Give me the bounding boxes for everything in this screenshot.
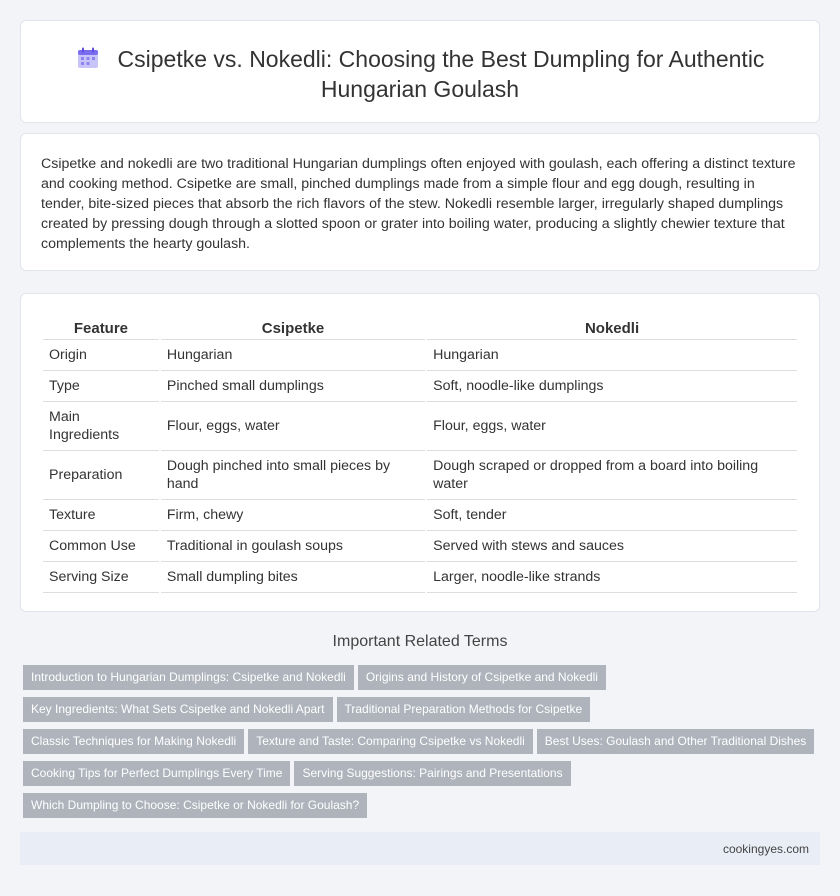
footer	[20, 832, 820, 865]
comparison-table-card	[20, 293, 820, 612]
header-csipetke: Csipetke	[161, 314, 425, 340]
related-term-chip[interactable]: Traditional Preparation Methods for Csipetke	[337, 697, 591, 722]
table-row	[43, 371, 797, 402]
related-term-chip[interactable]: Best Uses: Goulash and Other Traditional Dishes	[537, 729, 814, 754]
related-term-chip[interactable]: Introduction to Hungarian Dumplings: Csipetke and Nokedli	[23, 665, 354, 690]
cell-feature: Common Use	[43, 531, 159, 562]
cell-csipetke: Pinched small dumplings	[161, 371, 425, 402]
table-header-row	[43, 314, 797, 340]
table-row	[43, 451, 797, 500]
related-term-chip[interactable]: Classic Techniques for Making Nokedli	[23, 729, 244, 754]
table-row	[43, 562, 797, 593]
title-card	[20, 20, 820, 123]
footer-site-link[interactable]: cookingyes.com	[722, 842, 809, 856]
cell-nokedli: Served with stews and sauces	[427, 531, 797, 562]
cell-csipetke: Flour, eggs, water	[161, 402, 425, 451]
related-term-chip[interactable]: Serving Suggestions: Pairings and Presentations	[294, 761, 570, 786]
cell-feature: Type	[43, 371, 159, 402]
intro-paragraph: Csipetke and nokedli are two traditional Hungarian dumplings often enjoyed with goulash, each offering a distinct texture and cooking method. Csipetke are small, pinched dumplings made from a simple flour and egg dough, resulting in tender, bite-sized pieces that absorb the rich flavors of the stew. Nokedli resemble larger, irregularly shaped dumplings created by pressing dough through a slotted spoon or grater into boiling water, producing a slightly chewier texture that complements the hearty goulash.	[41, 156, 796, 252]
cell-feature: Origin	[43, 340, 159, 371]
header-feature: Feature	[43, 314, 159, 340]
related-terms-list	[23, 665, 823, 825]
cell-feature: Texture	[43, 500, 159, 531]
cell-feature: Serving Size	[43, 562, 159, 593]
comparison-table	[41, 314, 799, 593]
table-row	[43, 402, 797, 451]
title-line-2: Hungarian Goulash	[320, 76, 520, 102]
cell-feature: Preparation	[43, 451, 159, 500]
related-term-chip[interactable]: Origins and History of Csipetke and Nokedli	[358, 665, 606, 690]
cell-csipetke: Firm, chewy	[161, 500, 425, 531]
page-title	[21, 44, 819, 104]
related-term-chip[interactable]: Cooking Tips for Perfect Dumplings Every Time	[23, 761, 290, 786]
cell-csipetke: Small dumpling bites	[161, 562, 425, 593]
title-line-1: Csipetke vs. Nokedli: Choosing the Best Dumpling for Authentic	[117, 46, 765, 72]
cell-csipetke: Traditional in goulash soups	[161, 531, 425, 562]
related-term-chip[interactable]: Key Ingredients: What Sets Csipetke and Nokedli Apart	[23, 697, 333, 722]
header-nokedli: Nokedli	[427, 314, 797, 340]
calendar-icon	[76, 47, 100, 69]
cell-nokedli: Flour, eggs, water	[427, 402, 797, 451]
related-term-chip[interactable]: Which Dumpling to Choose: Csipetke or Nokedli for Goulash?	[23, 793, 367, 818]
cell-nokedli: Larger, noodle-like strands	[427, 562, 797, 593]
intro-card	[20, 133, 820, 271]
related-terms-title: Important Related Terms	[332, 633, 508, 650]
table-row	[43, 531, 797, 562]
cell-nokedli: Soft, tender	[427, 500, 797, 531]
cell-nokedli: Soft, noodle-like dumplings	[427, 371, 797, 402]
cell-nokedli: Dough scraped or dropped from a board into boiling water	[427, 451, 797, 500]
cell-csipetke: Dough pinched into small pieces by hand	[161, 451, 425, 500]
table-row	[43, 340, 797, 371]
cell-nokedli: Hungarian	[427, 340, 797, 371]
cell-csipetke: Hungarian	[161, 340, 425, 371]
table-row	[43, 500, 797, 531]
cell-feature: Main Ingredients	[43, 402, 159, 451]
related-term-chip[interactable]: Texture and Taste: Comparing Csipetke vs Nokedli	[248, 729, 533, 754]
